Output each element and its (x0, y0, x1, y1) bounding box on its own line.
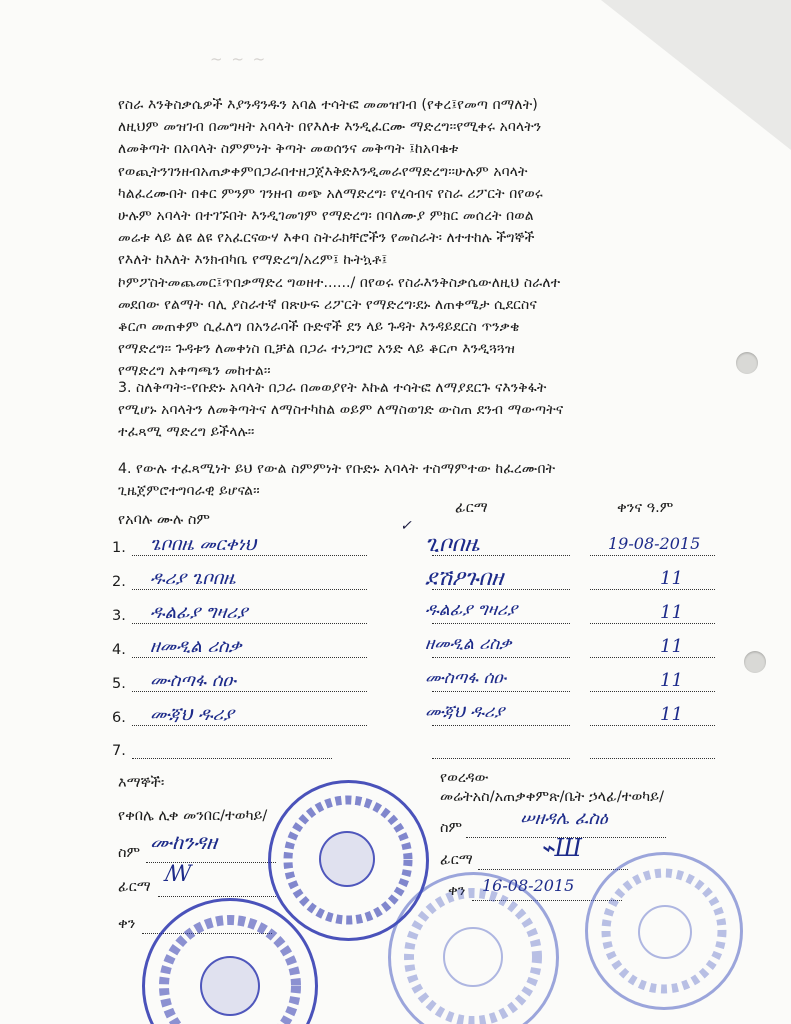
row-number: 4. (112, 642, 126, 658)
woreda-date-value: 16-08-2015 (482, 876, 575, 895)
member-signature: ደሽዖጉበዘ (425, 566, 504, 591)
member-date: 11 (660, 636, 683, 657)
row-number: 7. (112, 743, 126, 759)
woreda-title: የወረዳው (440, 770, 489, 786)
row-number: 1. (112, 540, 126, 556)
paragraph-line: 4. የውሉ ተፈጻሚነት ይህ የውል ስምምነት የቡድኑ አባላት ተስማምተው ከፈረሙበት (118, 461, 556, 477)
paragraph-line: መደበው የልማት ባሊ ያስራተኛ በጽሁፍ ሪፖርት የማድረግ፡ደኑ ለጠቀሜታ ሲደርስና (118, 296, 537, 313)
member-date: 11 (660, 568, 683, 589)
paragraph-line: የስራ እንቅስቃሴዎች እያንዳንዱን አባል ተሳትፎ መመዝገብ (የቀረ፤የመጣ በማለት) (118, 97, 538, 113)
witnesses-title: እማኞች፡ (118, 775, 165, 791)
member-name-handwriting: ጌቦበዜ መርቀነህ (150, 534, 257, 555)
stamp-ring-marks (145, 901, 315, 1024)
witness-signature: ꟿ (165, 862, 192, 887)
paragraph-line: የወጪትንገንዘብአጠቃቀምበጋራበተዘጋጀእቅድእንዲመራየማድረግ፡፡ሁሉም አባላት (118, 163, 528, 180)
stamp-seal (585, 852, 743, 1010)
signature-line (432, 623, 570, 624)
paragraph-line: የእለት ከእለት እንክብካቤ የማድረግ/አረም፤ ኩትኳቶ፤ (118, 252, 388, 269)
date-line (590, 555, 715, 556)
paragraph-line: ሁሉም አባላት በተገኙበት እንዲገመገም የማድረግ፡ በባለሙያ ምክር መሰረት በወል (118, 208, 534, 225)
member-date: 11 (660, 670, 683, 691)
date-line (590, 657, 715, 658)
tick-mark: ✓ (400, 518, 412, 534)
stamp-ring-marks (588, 855, 740, 1007)
row-number: 5. (112, 676, 126, 692)
paragraph-duties (118, 94, 718, 383)
paragraph-line: መሬቱ ላይ ልዩ ልዩ የአፈርናውሃ እቀባ ስትራክቸሮችን የመስራት፡ ለተተከሉ ችግኞች (118, 230, 535, 247)
kebele-chair-label: የቀበሌ ሊቀ መንበር/ተወካይ/ (118, 808, 268, 824)
signature-line (432, 725, 570, 726)
name-line (132, 657, 367, 658)
name-line (132, 623, 367, 624)
woreda-role-label: መሬትአስ/አጠቃቀምጽ/ቤት ኃላፊ/ተወካይ/ (440, 789, 664, 805)
member-name-handwriting: ዘመዲል ሪስቃ (150, 636, 242, 657)
stamp-ring-marks (391, 875, 556, 1024)
faint-bleed-through: ~ ~ ~ (210, 50, 268, 68)
signature-line (432, 657, 570, 658)
witness-name-label: ስም (118, 845, 141, 861)
row-number: 3. (112, 608, 126, 624)
signature-header: ፊርማ (455, 500, 488, 516)
paragraph-penalty (118, 377, 718, 444)
member-name-header: የአባሉ ሙሉ ስም (118, 512, 210, 528)
stamp-seal (142, 898, 318, 1024)
paragraph-line: ተፈጻሚ ማድረግ ይችላሉ፡፡ (118, 424, 255, 441)
date-line (590, 589, 715, 590)
paragraph-line: ቆርጦ መጠቀም ሲፈለግ በአንራባች ቡድኖች ደን ላይ ጉዳት እንዳይደርስ ጥንቃቄ (118, 319, 520, 336)
member-signature: ዱልፊያ ግዛሪያ (425, 600, 518, 620)
paragraph-validity (118, 458, 718, 502)
member-name-handwriting: ዱሪያ ጌቦበዜ (150, 568, 236, 589)
woreda-name-handwriting: ሠዘዳሌ ፈስዕ (520, 808, 608, 829)
date-line (590, 691, 715, 692)
paragraph-line: የሚሆኑ አባላትን ለመቅጣትና ለማስተካከል ወይም ለማስወገድ ውስጠ ደንብ ማውጣትና (118, 402, 564, 419)
witness-date-label: ቀን (118, 916, 136, 932)
row-number: 6. (112, 710, 126, 726)
member-signature: ጊቦበዜ (425, 532, 480, 557)
name-line (132, 758, 332, 759)
member-signature: ሙጃህ ዱሪያ (425, 702, 505, 722)
date-header: ቀንና ዓ.ም (617, 500, 674, 516)
paragraph-line: ለመቅጣት በአባላት ስምምነት ቅጣት መወሰንና መቅጣት ፤ከአባቁቱ (118, 141, 459, 158)
witness-name-handwriting: ሙከንዳዘ (150, 830, 217, 854)
woreda-name-label: ስም (440, 820, 463, 836)
woreda-signature: ⌁Ш (540, 834, 582, 862)
signature-line (432, 758, 570, 759)
row-number: 2. (112, 574, 126, 590)
paragraph-line: የማድረግ፡፡ ጉዳቱን ለመቀነስ ቢቻል በጋራ ተነጋግሮ አንድ ላይ ቆርጦ እንዲጓጓዝ (118, 341, 515, 358)
date-line (590, 758, 715, 759)
member-date: 19-08-2015 (608, 534, 701, 553)
paragraph-line: 3. ስለቅጣት፡-የቡድኑ አባላት በጋራ በመወያየት እኩል ተሳትፎ ለማያደርጉ ናእንቅፋት (118, 380, 547, 396)
paragraph-line: ጊዜጀምሮተግባራዊ ይሆናል፡፡ (118, 483, 260, 500)
witness-sign-label: ፊርማ (118, 879, 151, 895)
member-signature: ዘመዲል ሪስቃ (425, 634, 512, 654)
name-line (132, 589, 367, 590)
punch-hole (736, 352, 758, 374)
signature-line (432, 691, 570, 692)
date-line (590, 725, 715, 726)
name-line (132, 555, 367, 556)
member-name-handwriting: ዱልፊያ ግዛሪያ (150, 602, 248, 623)
name-line (132, 691, 367, 692)
date-line (590, 623, 715, 624)
paragraph-line: ካልፈረሙበት በቀር ምንም ገንዘብ ወጭ አለማድረግ፡ የሂሳብና የስራ ሪፖርት በየወሩ (118, 185, 543, 202)
paragraph-line: ለዚህም መዝገብ በመግዛት አባላት በየእለቱ እንዲፈርሙ ማድረግ፡፡የሚቀሩ አባላትን (118, 119, 542, 136)
stamp-seal (388, 872, 559, 1024)
punch-hole (744, 651, 766, 673)
name-line (132, 725, 367, 726)
member-date: 11 (660, 704, 683, 725)
member-name-handwriting: ሙስጣፋ ሰዑ (150, 670, 236, 691)
paragraph-line: ኮምፖስትመጨመር፤ጥበቃማድረ ግወዘተ....../ በየወሩ የስራእንቅስቃሴውለዚህ ስራለተ (118, 274, 561, 291)
member-signature: ሙስጣፋ ሰዑ (425, 668, 507, 688)
woreda-date-label: ቀን (448, 883, 466, 899)
member-date: 11 (660, 602, 683, 623)
member-name-handwriting: ሙጃህ ዱሪያ (150, 704, 235, 725)
woreda-sign-label: ፊርማ (440, 852, 473, 868)
witness-sign-line (158, 896, 276, 897)
paragraph-line: የማድረግ አቀጣጫን መከተል፡፡ (118, 363, 271, 380)
